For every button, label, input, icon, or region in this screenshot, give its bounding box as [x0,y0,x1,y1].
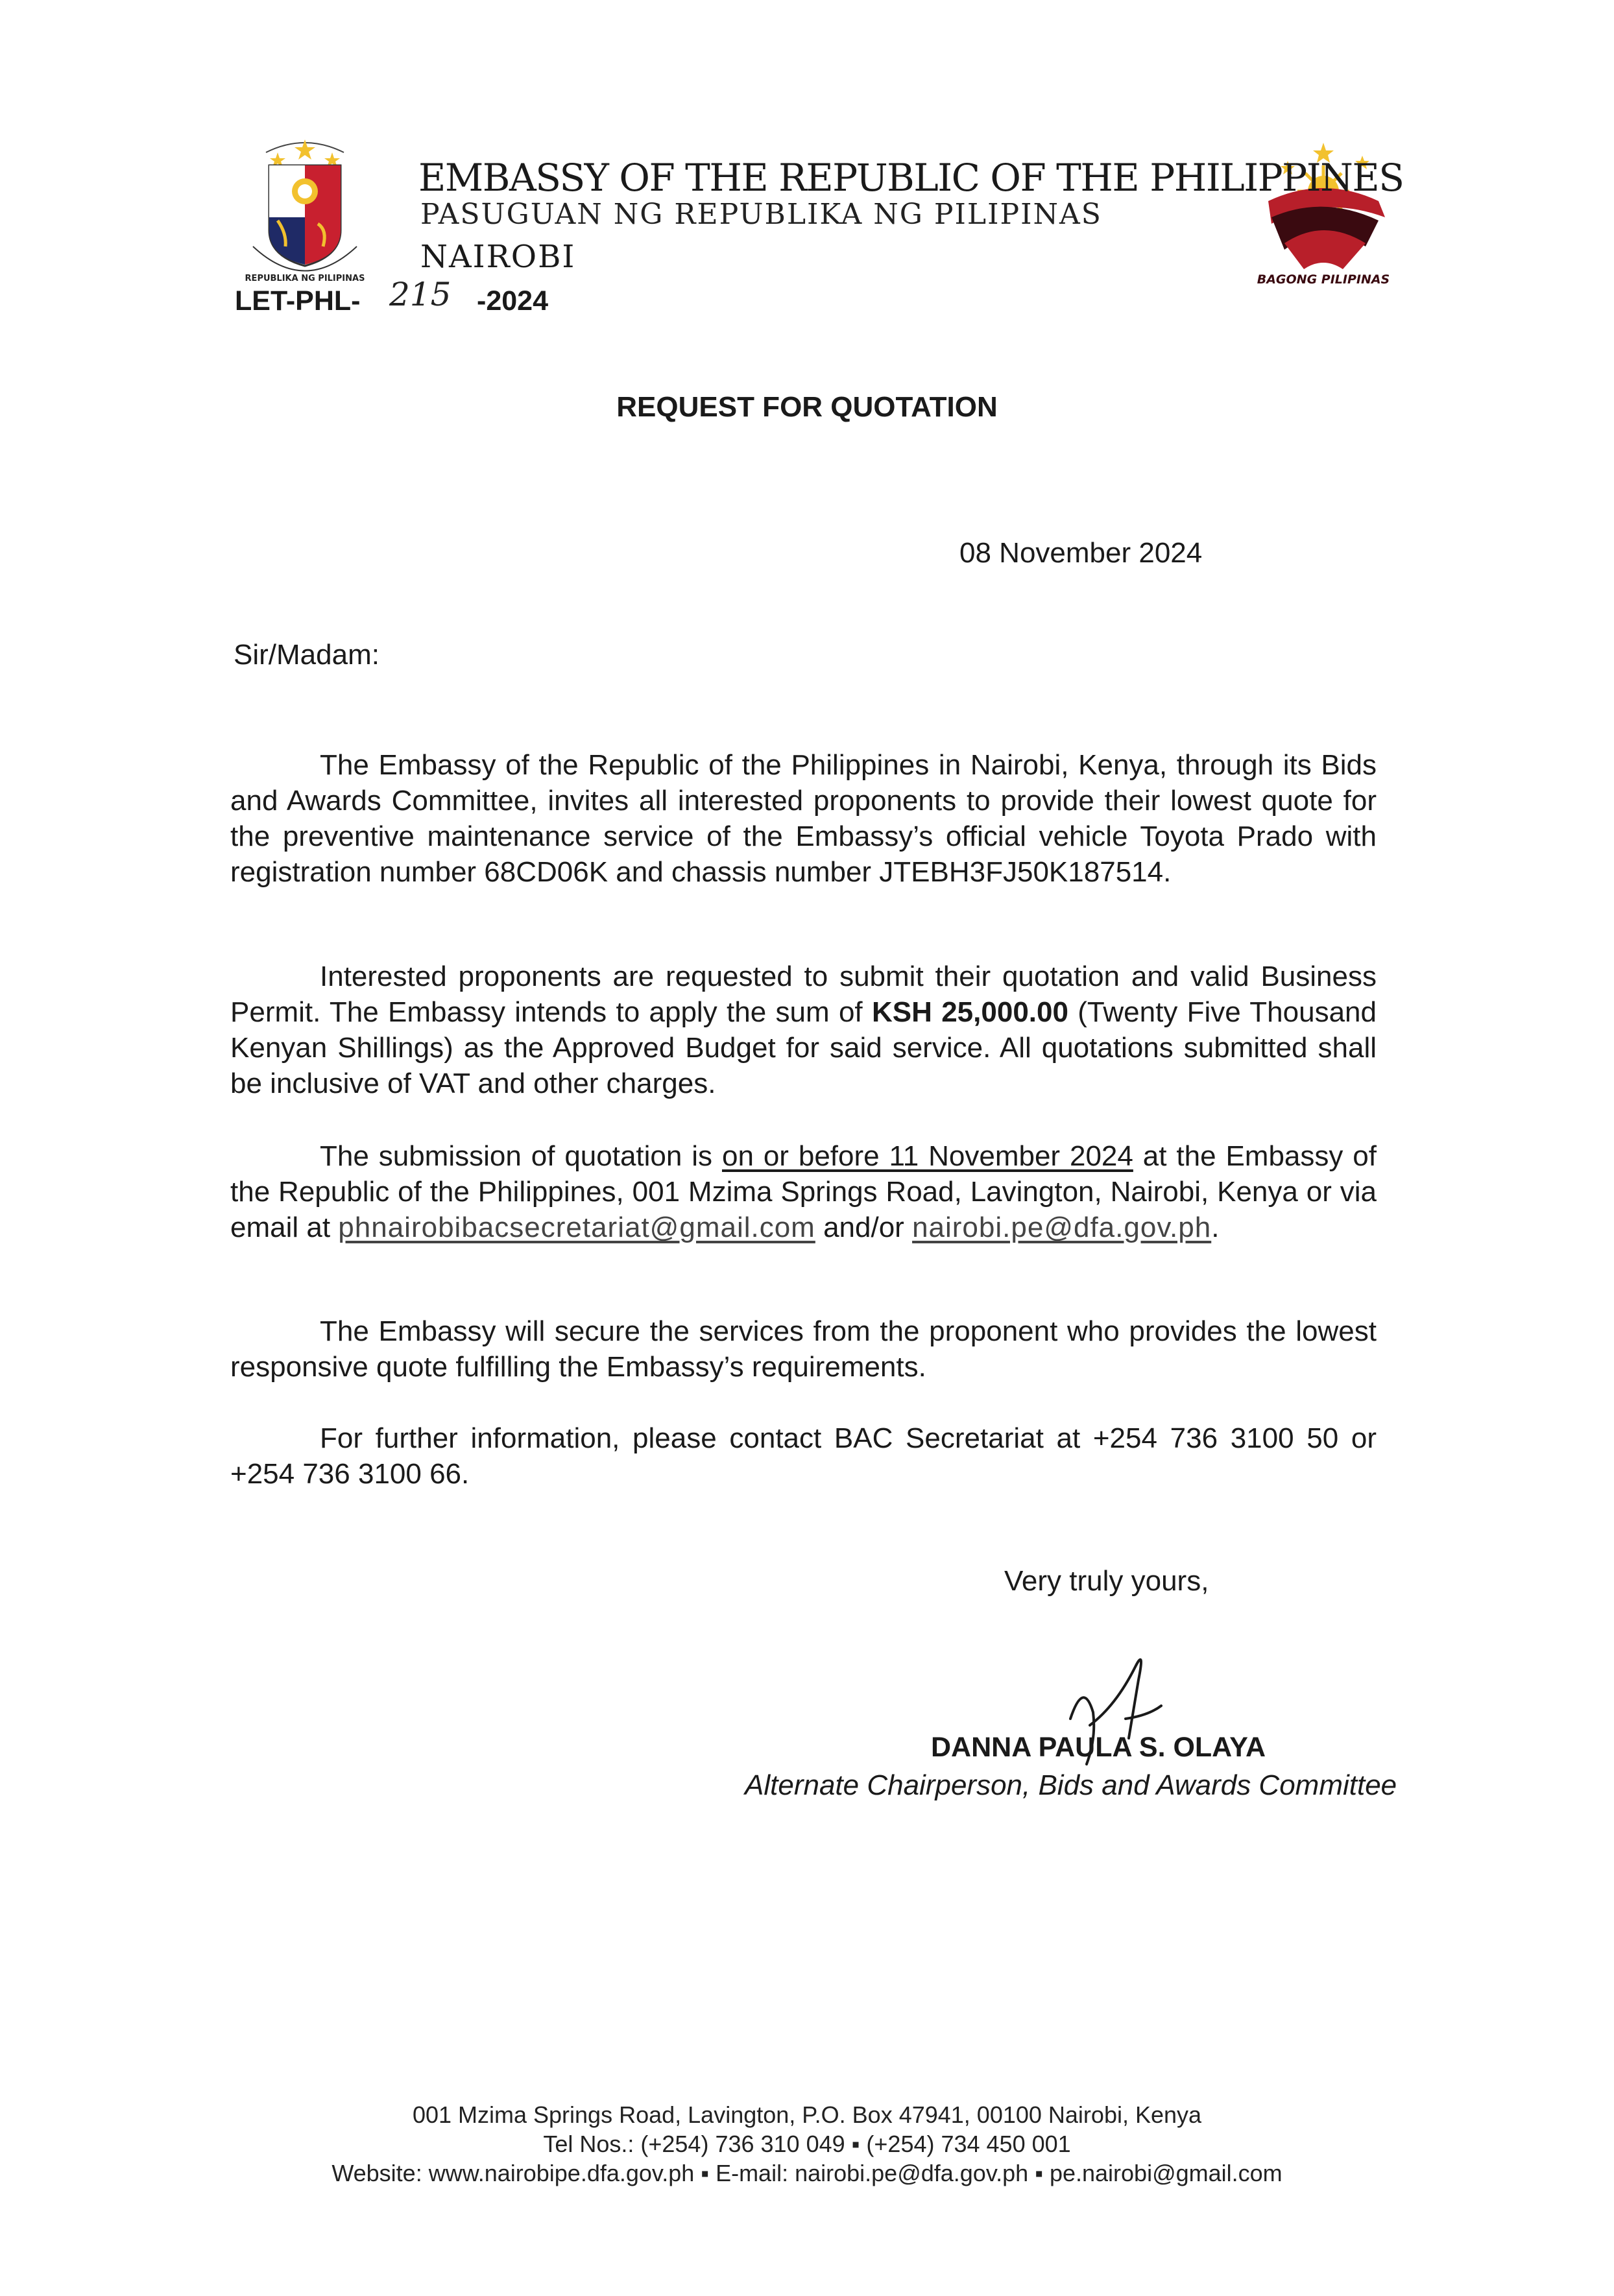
paragraph-award [230,1313,1377,1385]
closing: Very truly yours, [1004,1565,1209,1597]
reference-year: -2024 [477,285,548,317]
bac-email-link[interactable]: phnairobibacsecretariat@gmail.com [338,1212,815,1243]
footer-address: 001 Mzima Springs Road, Lavington, P.O. Box 47941, 00100 Nairobi, Kenya [412,2101,1202,2128]
document-title: REQUEST FOR QUOTATION [616,391,998,423]
letter-date: 08 November 2024 [959,537,1203,569]
logo-text: BAGONG PILIPINAS [1257,272,1390,285]
budget-text-b: (Twenty Five Thousand Kenyan Shillings) as the Approved Budget for said service. All quotations submitted shall be inclusive of VAT and other charges. [230,996,1377,1099]
salutation: Sir/Madam: [234,639,379,671]
paragraph-award-text: The Embassy will secure the services from the proponent who provides the lowest responsive quote fulfilling the Embassy’s requirements. [230,1315,1377,1383]
budget-amount: KSH 25,000.00 [871,996,1068,1028]
reference-number: 215 [389,276,452,313]
signer-position: Alternate Chairperson, Bids and Awards Committee [745,1769,1397,1801]
paragraph-invitation [230,747,1377,890]
budget-text-a: Interested proponents are requested to submit their quotation and valid Business Permit. The Embassy intends to apply the sum of [230,961,1377,1028]
embassy-name-filipino: PASUGUAN NG REPUBLIKA NG PILIPINAS [420,198,1102,231]
philippine-seal-icon [240,126,370,289]
embassy-email-link[interactable]: nairobi.pe@dfa.gov.ph [912,1212,1212,1243]
svg-text:REPUBLIKA NG PILIPINAS: REPUBLIKA NG PILIPINAS [245,274,365,283]
footer-web-email: Website: www.nairobipe.dfa.gov.ph ▪ E-mail: nairobi.pe@dfa.gov.ph ▪ pe.nairobi@gmail.com [331,2160,1283,2186]
paragraph-invitation-text: The Embassy of the Republic of the Philippines in Nairobi, Kenya, through its Bids and Awards Committee, invites all interested proponents to provide their lowest quote for the preventive maintenance service of the Embassy’s official vehicle Toyota Prado with registration number 68CD06K and chassis number JTEBH3FJ50K187514. [230,749,1377,888]
bagong-pilipinas-logo-icon [1233,130,1414,285]
paragraph-contact [230,1420,1377,1492]
submission-text-a: The submission of quotation is [320,1140,722,1172]
paragraph-contact-text: For further information, please contact BAC Secretariat at +254 736 3100 50 or +254 736 3100 66. [230,1422,1377,1490]
submission-text-b: at the Embassy of the Republic of the Philippines, 001 Mzima Springs Road, Lavington, Nairobi, Kenya or via email at [230,1140,1377,1243]
paragraph-budget [230,959,1377,1101]
submission-deadline: on or before 11 November 2024 [721,1140,1133,1172]
embassy-name: EMBASSY OF THE REPUBLIC OF THE PHILIPPINES [418,156,1404,200]
paragraph-submission [230,1138,1377,1245]
reference-prefix: LET-PHL- [235,285,361,317]
submission-text-d: . [1211,1212,1220,1243]
embassy-city: NAIROBI [420,239,576,275]
footer-telephone: Tel Nos.: (+254) 736 310 049 ▪ (+254) 734 450 001 [543,2131,1071,2157]
signer-name: DANNA PAULA S. OLAYA [931,1732,1266,1763]
submission-text-c: and/or [815,1212,913,1243]
